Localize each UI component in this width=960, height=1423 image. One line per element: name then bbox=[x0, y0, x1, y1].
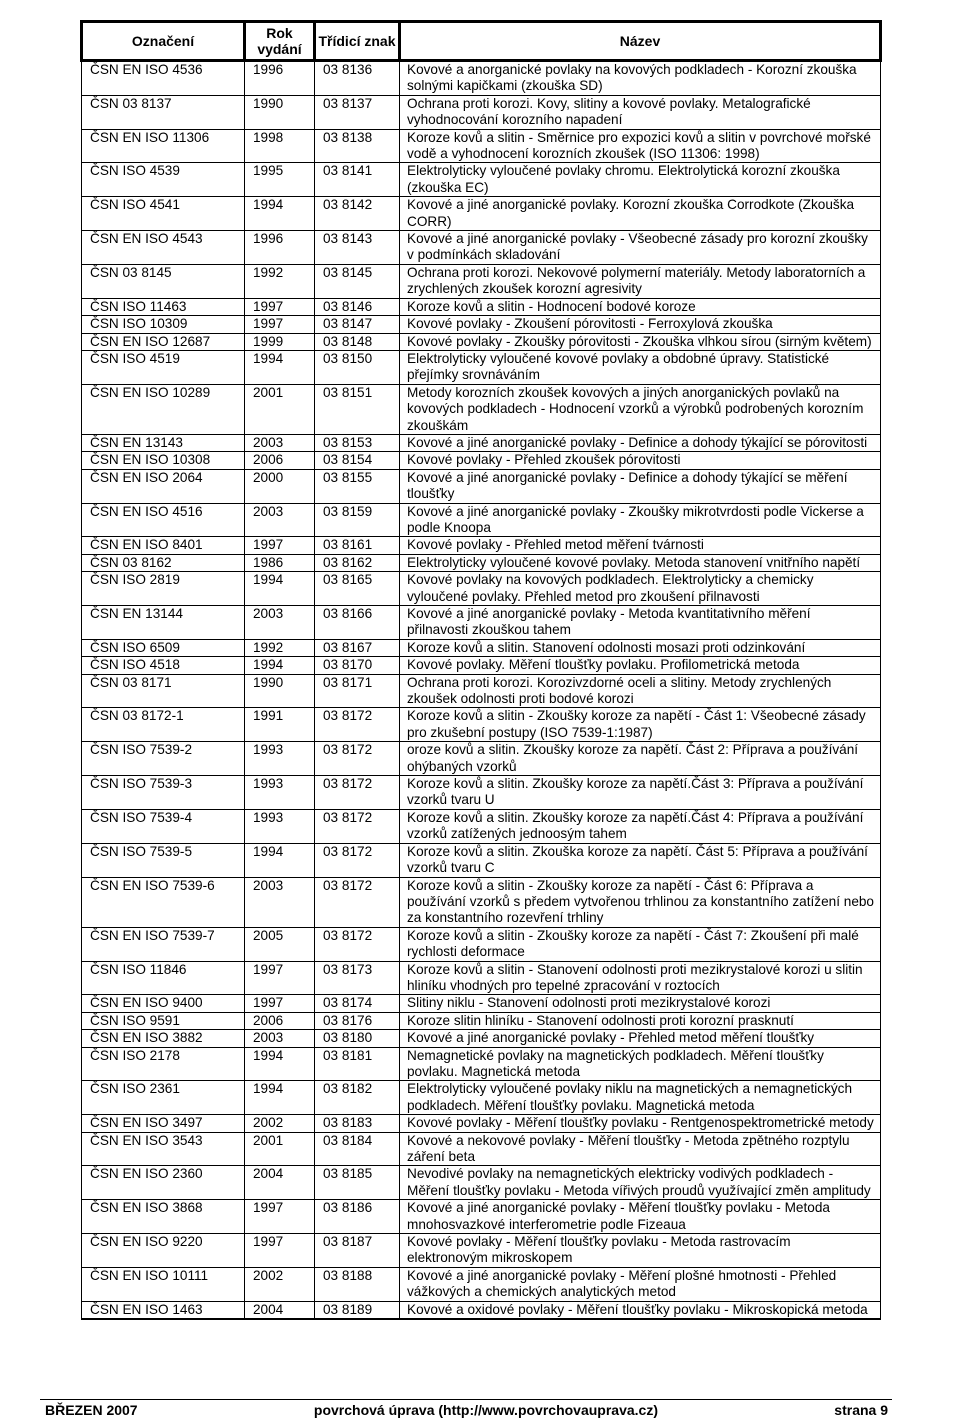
cell-tridici: 03 8162 bbox=[315, 554, 400, 571]
cell-nazev: oroze kovů a slitin. Zkoušky koroze za napětí. Část 2: Příprava a používání ohýbaných vzorků bbox=[400, 742, 881, 776]
table-header bbox=[82, 22, 881, 61]
table-row bbox=[82, 61, 881, 96]
cell-tridici: 03 8137 bbox=[315, 95, 400, 129]
cell-nazev: Kovové a jiné anorganické povlaky - Definice a dohody týkající se měření tloušťky bbox=[400, 469, 881, 503]
cell-tridici: 03 8151 bbox=[315, 384, 400, 434]
cell-rok: 1994 bbox=[245, 657, 315, 674]
cell-rok: 1993 bbox=[245, 776, 315, 810]
table-row bbox=[82, 554, 881, 571]
table-row bbox=[82, 1012, 881, 1029]
cell-nazev: Koroze kovů a slitin. Zkoušky koroze za napětí.Část 4: Příprava a používání vzorků zatížených jednoosým tahem bbox=[400, 809, 881, 843]
cell-tridici: 03 8143 bbox=[315, 231, 400, 265]
cell-rok: 1993 bbox=[245, 742, 315, 776]
cell-oznaceni: ČSN EN ISO 3497 bbox=[82, 1115, 245, 1132]
cell-nazev: Kovové povlaky - Zkoušky pórovitosti - Zkouška vlhkou sírou (sirným květem) bbox=[400, 333, 881, 350]
table-row bbox=[82, 809, 881, 843]
cell-rok: 1997 bbox=[245, 1234, 315, 1268]
cell-oznaceni: ČSN ISO 6509 bbox=[82, 639, 245, 656]
cell-oznaceni: ČSN EN ISO 12687 bbox=[82, 333, 245, 350]
cell-oznaceni: ČSN EN ISO 8401 bbox=[82, 537, 245, 554]
cell-oznaceni: ČSN ISO 4539 bbox=[82, 163, 245, 197]
cell-nazev: Slitiny niklu - Stanovení odolnosti proti mezikrystalové korozi bbox=[400, 995, 881, 1012]
cell-rok: 2002 bbox=[245, 1115, 315, 1132]
cell-rok: 2001 bbox=[245, 1132, 315, 1166]
table-row bbox=[82, 537, 881, 554]
cell-oznaceni: ČSN EN ISO 10289 bbox=[82, 384, 245, 434]
cell-nazev: Kovové povlaky - Přehled metod měření tvárnosti bbox=[400, 537, 881, 554]
cell-nazev: Kovové a jiné anorganické povlaky. Korozní zkouška Corrodkote (Zkouška CORR) bbox=[400, 197, 881, 231]
cell-tridici: 03 8185 bbox=[315, 1166, 400, 1200]
cell-oznaceni: ČSN EN ISO 3868 bbox=[82, 1200, 245, 1234]
cell-oznaceni: ČSN EN ISO 3543 bbox=[82, 1132, 245, 1166]
cell-tridici: 03 8147 bbox=[315, 316, 400, 333]
table-row bbox=[82, 1115, 881, 1132]
cell-rok: 1994 bbox=[245, 572, 315, 606]
cell-oznaceni: ČSN ISO 7539-3 bbox=[82, 776, 245, 810]
cell-rok: 1997 bbox=[245, 995, 315, 1012]
table-row bbox=[82, 316, 881, 333]
cell-nazev: Koroze kovů a slitin - Stanovení odolnosti proti mezikrystalové korozi u slitin hliníku vhodných pro tepelné zpracování v roztocích bbox=[400, 961, 881, 995]
table-row bbox=[82, 995, 881, 1012]
table-row bbox=[82, 639, 881, 656]
cell-rok: 2000 bbox=[245, 469, 315, 503]
cell-rok: 1992 bbox=[245, 639, 315, 656]
cell-nazev: Kovové povlaky - Měření tloušťky povlaku - Metoda rastrovacím elektronovým mikroskopem bbox=[400, 1234, 881, 1268]
table-row bbox=[82, 1200, 881, 1234]
cell-nazev: Koroze kovů a slitin. Zkoušky koroze za napětí.Část 3: Příprava a používání vzorků tvaru U bbox=[400, 776, 881, 810]
standards-table-container bbox=[80, 20, 882, 1320]
header-nazev: Název bbox=[400, 22, 881, 61]
cell-oznaceni: ČSN ISO 4541 bbox=[82, 197, 245, 231]
table-row bbox=[82, 927, 881, 961]
cell-rok: 2003 bbox=[245, 1030, 315, 1047]
cell-tridici: 03 8189 bbox=[315, 1301, 400, 1319]
table-row bbox=[82, 657, 881, 674]
cell-nazev: Koroze kovů a slitin. Stanovení odolnosti mosazi proti odzinkování bbox=[400, 639, 881, 656]
cell-nazev: Kovové a jiné anorganické povlaky - Měření tloušťky povlaku - Metoda mnohosvazkové interferometrie podle Fizeaua bbox=[400, 1200, 881, 1234]
cell-nazev: Koroze kovů a slitin - Směrnice pro expozici kovů a slitin v povrchové mořské vodě a vyhodnocení korozních zkoušek (ISO 11306: 1998) bbox=[400, 129, 881, 163]
cell-tridici: 03 8183 bbox=[315, 1115, 400, 1132]
cell-tridici: 03 8136 bbox=[315, 61, 400, 96]
table-row bbox=[82, 1081, 881, 1115]
cell-nazev: Nemagnetické povlaky na magnetických podkladech. Měření tloušťky povlaku. Magnetická metoda bbox=[400, 1047, 881, 1081]
cell-oznaceni: ČSN ISO 2361 bbox=[82, 1081, 245, 1115]
cell-tridici: 03 8145 bbox=[315, 264, 400, 298]
cell-tridici: 03 8154 bbox=[315, 452, 400, 469]
cell-nazev: Nevodivé povlaky na nemagnetických elektricky vodivých podkladech - Měření tloušťky povlaku - Metoda vířivých proudů využívající změn amplitudy bbox=[400, 1166, 881, 1200]
cell-tridici: 03 8150 bbox=[315, 350, 400, 384]
cell-rok: 1996 bbox=[245, 231, 315, 265]
cell-oznaceni: ČSN EN ISO 3882 bbox=[82, 1030, 245, 1047]
table-row bbox=[82, 1267, 881, 1301]
cell-rok: 1997 bbox=[245, 961, 315, 995]
cell-tridici: 03 8166 bbox=[315, 606, 400, 640]
cell-nazev: Elektrolyticky vyloučené povlaky chromu. Elektrolytická korozní zkouška (zkouška EC) bbox=[400, 163, 881, 197]
table-row bbox=[82, 1234, 881, 1268]
cell-rok: 1999 bbox=[245, 333, 315, 350]
cell-rok: 2005 bbox=[245, 927, 315, 961]
cell-tridici: 03 8161 bbox=[315, 537, 400, 554]
cell-rok: 2003 bbox=[245, 434, 315, 451]
cell-nazev: Kovové a jiné anorganické povlaky - Měření plošné hmotnosti - Přehled vážkových a chemických analytických metod bbox=[400, 1267, 881, 1301]
cell-tridici: 03 8184 bbox=[315, 1132, 400, 1166]
table-row bbox=[82, 197, 881, 231]
cell-oznaceni: ČSN EN ISO 11306 bbox=[82, 129, 245, 163]
cell-tridici: 03 8187 bbox=[315, 1234, 400, 1268]
table-row bbox=[82, 503, 881, 537]
cell-tridici: 03 8146 bbox=[315, 298, 400, 315]
cell-tridici: 03 8142 bbox=[315, 197, 400, 231]
cell-nazev: Kovové a jiné anorganické povlaky - Zkoušky mikrotvrdosti podle Vickerse a podle Knoopa bbox=[400, 503, 881, 537]
cell-rok: 2004 bbox=[245, 1166, 315, 1200]
cell-oznaceni: ČSN EN ISO 4543 bbox=[82, 231, 245, 265]
cell-tridici: 03 8138 bbox=[315, 129, 400, 163]
table-row bbox=[82, 469, 881, 503]
cell-rok: 1996 bbox=[245, 61, 315, 96]
cell-oznaceni: ČSN EN ISO 2064 bbox=[82, 469, 245, 503]
cell-oznaceni: ČSN ISO 2819 bbox=[82, 572, 245, 606]
cell-tridici: 03 8148 bbox=[315, 333, 400, 350]
cell-rok: 1992 bbox=[245, 264, 315, 298]
table-row bbox=[82, 95, 881, 129]
table-row bbox=[82, 1132, 881, 1166]
cell-tridici: 03 8173 bbox=[315, 961, 400, 995]
cell-oznaceni: ČSN 03 8162 bbox=[82, 554, 245, 571]
cell-nazev: Koroze slitin hliníku - Stanovení odolnosti proti korozní prasknutí bbox=[400, 1012, 881, 1029]
cell-nazev: Elektrolyticky vyloučené kovové povlaky. Metoda stanovení vnitřního napětí bbox=[400, 554, 881, 571]
cell-oznaceni: ČSN EN ISO 4516 bbox=[82, 503, 245, 537]
cell-oznaceni: ČSN EN 13144 bbox=[82, 606, 245, 640]
cell-tridici: 03 8181 bbox=[315, 1047, 400, 1081]
cell-rok: 1997 bbox=[245, 298, 315, 315]
footer-date: BŘEZEN 2007 bbox=[45, 1402, 138, 1418]
table-row bbox=[82, 1301, 881, 1319]
cell-oznaceni: ČSN ISO 4518 bbox=[82, 657, 245, 674]
cell-nazev: Kovové a jiné anorganické povlaky - Přehled metod měření tloušťky bbox=[400, 1030, 881, 1047]
cell-tridici: 03 8141 bbox=[315, 163, 400, 197]
cell-oznaceni: ČSN ISO 10309 bbox=[82, 316, 245, 333]
cell-nazev: Kovové a jiné anorganické povlaky - Všeobecné zásady pro korozní zkoušky v podmínkách skladování bbox=[400, 231, 881, 265]
table-row bbox=[82, 333, 881, 350]
cell-nazev: Kovové a jiné anorganické povlaky - Metoda kvantitativního měření přilnavosti zkouškou tahem bbox=[400, 606, 881, 640]
cell-tridici: 03 8172 bbox=[315, 708, 400, 742]
cell-tridici: 03 8176 bbox=[315, 1012, 400, 1029]
cell-oznaceni: ČSN 03 8172-1 bbox=[82, 708, 245, 742]
cell-tridici: 03 8165 bbox=[315, 572, 400, 606]
cell-nazev: Koroze kovů a slitin - Hodnocení bodové koroze bbox=[400, 298, 881, 315]
cell-rok: 1997 bbox=[245, 537, 315, 554]
cell-rok: 2003 bbox=[245, 877, 315, 927]
cell-tridici: 03 8172 bbox=[315, 927, 400, 961]
table-row bbox=[82, 606, 881, 640]
cell-tridici: 03 8172 bbox=[315, 877, 400, 927]
cell-oznaceni: ČSN EN ISO 4536 bbox=[82, 61, 245, 96]
table-row bbox=[82, 298, 881, 315]
cell-oznaceni: ČSN 03 8137 bbox=[82, 95, 245, 129]
cell-tridici: 03 8188 bbox=[315, 1267, 400, 1301]
footer-publication: povrchová úprava (http://www.povrchovauprava.cz) bbox=[313, 1402, 658, 1418]
cell-oznaceni: ČSN 03 8171 bbox=[82, 674, 245, 708]
cell-tridici: 03 8167 bbox=[315, 639, 400, 656]
cell-rok: 1986 bbox=[245, 554, 315, 571]
table-row bbox=[82, 163, 881, 197]
footer-divider bbox=[40, 1399, 892, 1400]
cell-rok: 2001 bbox=[245, 384, 315, 434]
cell-rok: 1994 bbox=[245, 197, 315, 231]
cell-rok: 1994 bbox=[245, 1081, 315, 1115]
cell-nazev: Elektrolyticky vyloučené kovové povlaky a obdobné úpravy. Statistické přejímky srovnáváním bbox=[400, 350, 881, 384]
standards-table bbox=[80, 20, 882, 1320]
cell-oznaceni: ČSN ISO 2178 bbox=[82, 1047, 245, 1081]
cell-tridici: 03 8180 bbox=[315, 1030, 400, 1047]
cell-rok: 2004 bbox=[245, 1301, 315, 1319]
cell-rok: 1994 bbox=[245, 1047, 315, 1081]
cell-nazev: Kovové povlaky - Přehled zkoušek pórovitosti bbox=[400, 452, 881, 469]
cell-oznaceni: ČSN EN ISO 7539-7 bbox=[82, 927, 245, 961]
table-row bbox=[82, 452, 881, 469]
cell-rok: 1998 bbox=[245, 129, 315, 163]
cell-nazev: Ochrana proti korozi. Kovy, slitiny a kovové povlaky. Metalografické vyhodnocování korozního napadení bbox=[400, 95, 881, 129]
cell-rok: 1995 bbox=[245, 163, 315, 197]
cell-tridici: 03 8186 bbox=[315, 1200, 400, 1234]
table-row bbox=[82, 572, 881, 606]
cell-oznaceni: ČSN ISO 11846 bbox=[82, 961, 245, 995]
cell-rok: 1990 bbox=[245, 674, 315, 708]
table-row bbox=[82, 1030, 881, 1047]
cell-oznaceni: ČSN EN ISO 9400 bbox=[82, 995, 245, 1012]
cell-rok: 1994 bbox=[245, 843, 315, 877]
cell-tridici: 03 8172 bbox=[315, 843, 400, 877]
cell-rok: 2006 bbox=[245, 1012, 315, 1029]
cell-oznaceni: ČSN ISO 7539-2 bbox=[82, 742, 245, 776]
cell-oznaceni: ČSN EN ISO 7539-6 bbox=[82, 877, 245, 927]
cell-rok: 1994 bbox=[245, 350, 315, 384]
cell-nazev: Kovové povlaky - Měření tloušťky povlaku - Rentgenospektrometrické metody bbox=[400, 1115, 881, 1132]
cell-oznaceni: ČSN EN ISO 10308 bbox=[82, 452, 245, 469]
cell-tridici: 03 8172 bbox=[315, 776, 400, 810]
cell-tridici: 03 8171 bbox=[315, 674, 400, 708]
table-row bbox=[82, 129, 881, 163]
table-row bbox=[82, 1166, 881, 1200]
table-row bbox=[82, 877, 881, 927]
table-row bbox=[82, 434, 881, 451]
cell-tridici: 03 8172 bbox=[315, 742, 400, 776]
cell-nazev: Kovové povlaky na kovových podkladech. Elektrolyticky a chemicky vyloučené povlaky. Přehled metod pro zkoušení přilnavosti bbox=[400, 572, 881, 606]
table-row bbox=[82, 674, 881, 708]
table-row bbox=[82, 350, 881, 384]
cell-rok: 1993 bbox=[245, 809, 315, 843]
table-row bbox=[82, 708, 881, 742]
table-row bbox=[82, 384, 881, 434]
cell-nazev: Koroze kovů a slitin - Zkoušky koroze za napětí - Část 7: Zkoušení při malé rychlosti deformace bbox=[400, 927, 881, 961]
cell-tridici: 03 8159 bbox=[315, 503, 400, 537]
table-row bbox=[82, 776, 881, 810]
cell-nazev: Koroze kovů a slitin - Zkoušky koroze za napětí - Část 6: Příprava a používání vzorků s předem vytvořenou trhlinou za konstantního zatížení nebo za konstantního rozevření trhliny bbox=[400, 877, 881, 927]
table-row bbox=[82, 231, 881, 265]
table-row bbox=[82, 843, 881, 877]
cell-oznaceni: ČSN 03 8145 bbox=[82, 264, 245, 298]
cell-nazev: Kovové a oxidové povlaky - Měření tloušťky povlaku - Mikroskopická metoda bbox=[400, 1301, 881, 1319]
cell-rok: 1990 bbox=[245, 95, 315, 129]
cell-oznaceni: ČSN ISO 7539-4 bbox=[82, 809, 245, 843]
cell-rok: 2003 bbox=[245, 503, 315, 537]
cell-tridici: 03 8170 bbox=[315, 657, 400, 674]
cell-oznaceni: ČSN EN ISO 10111 bbox=[82, 1267, 245, 1301]
cell-nazev: Kovové povlaky - Zkoušení pórovitosti - Ferroxylová zkouška bbox=[400, 316, 881, 333]
cell-rok: 1997 bbox=[245, 316, 315, 333]
cell-tridici: 03 8172 bbox=[315, 809, 400, 843]
footer-page-number: strana 9 bbox=[834, 1402, 888, 1418]
cell-tridici: 03 8155 bbox=[315, 469, 400, 503]
cell-nazev: Kovové a nekovové povlaky - Měření tloušťky - Metoda zpětného rozptylu záření beta bbox=[400, 1132, 881, 1166]
cell-oznaceni: ČSN ISO 4519 bbox=[82, 350, 245, 384]
table-row bbox=[82, 264, 881, 298]
cell-oznaceni: ČSN ISO 9591 bbox=[82, 1012, 245, 1029]
cell-rok: 2006 bbox=[245, 452, 315, 469]
cell-nazev: Kovové povlaky. Měření tloušťky povlaku. Profilometrická metoda bbox=[400, 657, 881, 674]
cell-tridici: 03 8174 bbox=[315, 995, 400, 1012]
header-rok: Rok vydání bbox=[245, 22, 315, 61]
table-row bbox=[82, 1047, 881, 1081]
cell-rok: 2003 bbox=[245, 606, 315, 640]
cell-nazev: Koroze kovů a slitin - Zkoušky koroze za napětí - Část 1: Všeobecné zásady pro zkušební postupy (ISO 7539-1:1987) bbox=[400, 708, 881, 742]
cell-nazev: Koroze kovů a slitin. Zkouška koroze za napětí. Část 5: Příprava a používání vzorků tvaru C bbox=[400, 843, 881, 877]
table-row bbox=[82, 961, 881, 995]
cell-oznaceni: ČSN ISO 7539-5 bbox=[82, 843, 245, 877]
cell-nazev: Kovové a anorganické povlaky na kovových podkladech - Korozní zkouška solnými kapičkami (zkouška SD) bbox=[400, 61, 881, 96]
cell-oznaceni: ČSN EN 13143 bbox=[82, 434, 245, 451]
page-footer bbox=[45, 1402, 888, 1420]
header-tridici: Třídicí znak bbox=[315, 22, 400, 61]
header-oznaceni: Označení bbox=[82, 22, 245, 61]
cell-nazev: Metody korozních zkoušek kovových a jiných anorganických povlaků na kovových podkladech - Hodnocení vzorků a výrobků podrobených korozním zkouškám bbox=[400, 384, 881, 434]
cell-rok: 1991 bbox=[245, 708, 315, 742]
cell-rok: 1997 bbox=[245, 1200, 315, 1234]
cell-oznaceni: ČSN EN ISO 9220 bbox=[82, 1234, 245, 1268]
cell-nazev: Ochrana proti korozi. Nekovové polymerní materiály. Metody laboratorních a zrychlených zkoušek korozní agresivity bbox=[400, 264, 881, 298]
cell-nazev: Elektrolyticky vyloučené povlaky niklu na magnetických a nemagnetických podkladech. Měření tloušťky povlaku. Magnetická metoda bbox=[400, 1081, 881, 1115]
cell-oznaceni: ČSN ISO 11463 bbox=[82, 298, 245, 315]
cell-tridici: 03 8182 bbox=[315, 1081, 400, 1115]
cell-oznaceni: ČSN EN ISO 1463 bbox=[82, 1301, 245, 1319]
cell-nazev: Kovové a jiné anorganické povlaky - Definice a dohody týkající se pórovitosti bbox=[400, 434, 881, 451]
table-row bbox=[82, 742, 881, 776]
cell-oznaceni: ČSN EN ISO 2360 bbox=[82, 1166, 245, 1200]
cell-nazev: Ochrana proti korozi. Korozivzdorné oceli a slitiny. Metody zrychlených zkoušek odolnosti proti bodové korozi bbox=[400, 674, 881, 708]
table-body bbox=[82, 61, 881, 1320]
cell-tridici: 03 8153 bbox=[315, 434, 400, 451]
cell-rok: 2002 bbox=[245, 1267, 315, 1301]
